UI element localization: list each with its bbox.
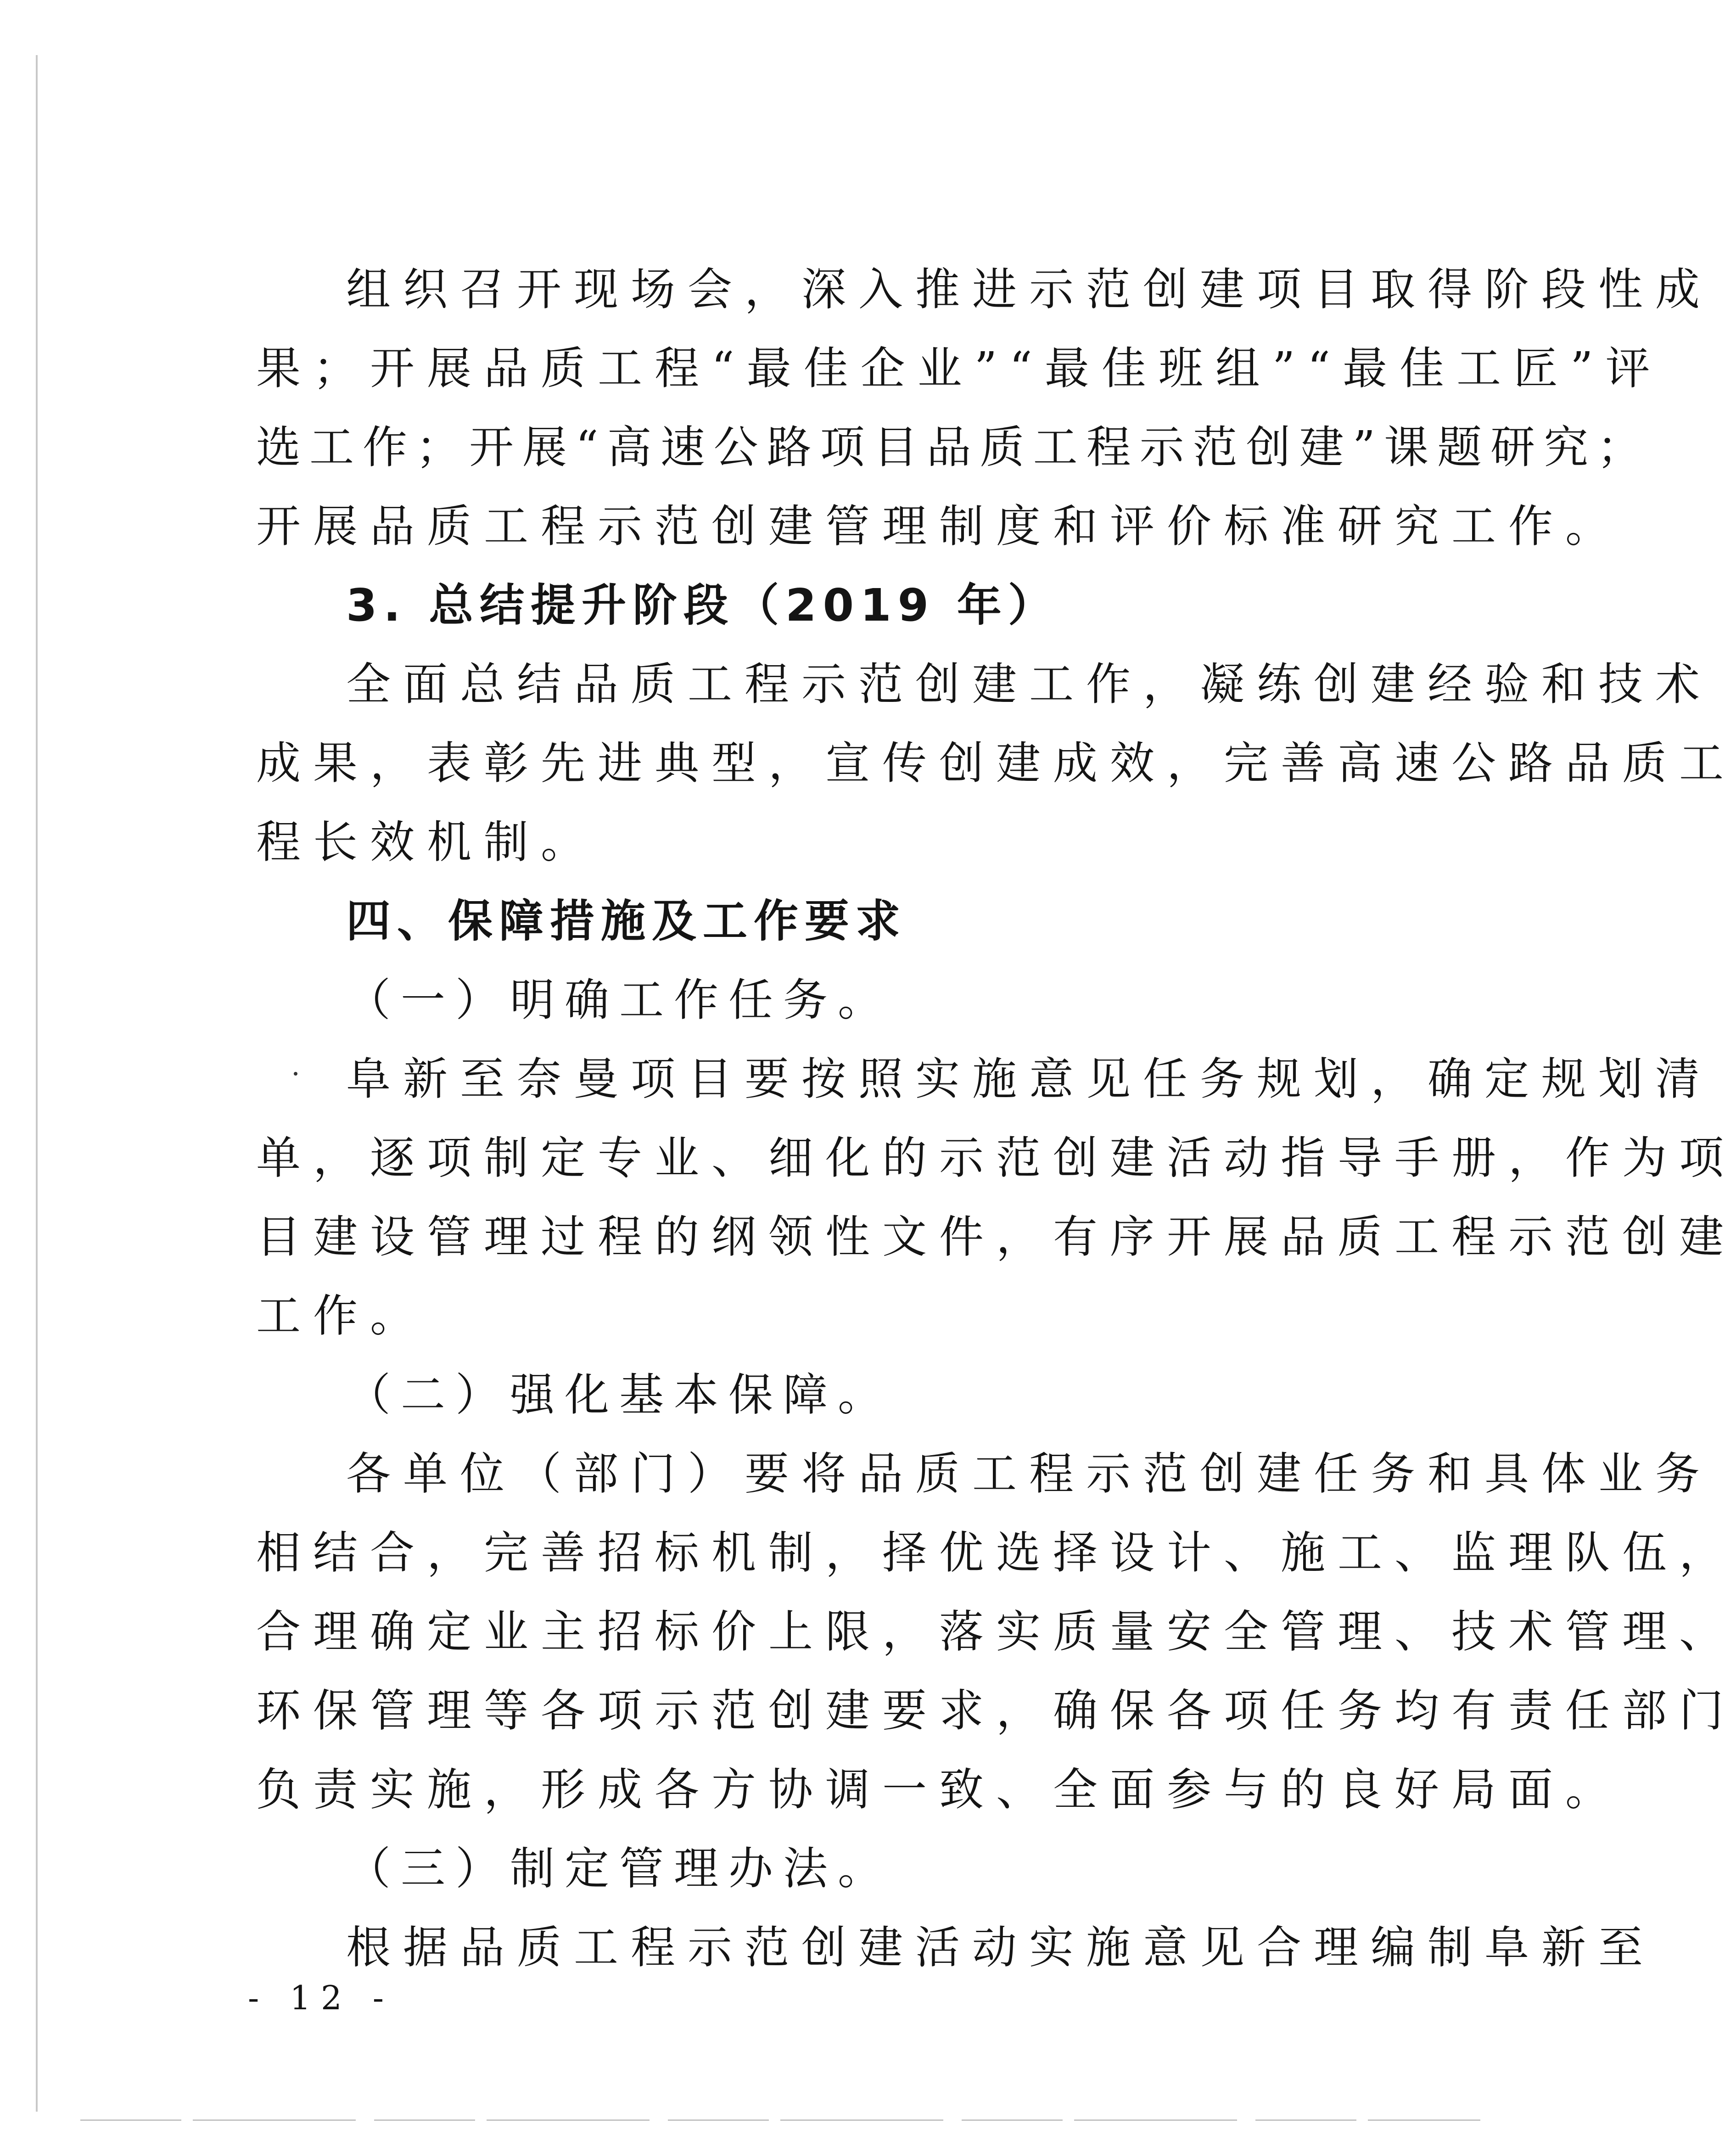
subsection-heading: （一）明确工作任务。 xyxy=(346,974,892,1026)
paragraph-line: 选工作；开展“高速公路项目品质工程示范创建”课题研究； xyxy=(256,421,1651,473)
scan-bottom-edge xyxy=(80,2119,1480,2121)
paragraph-line: 工作。 xyxy=(256,1290,427,1342)
page-number: - 12 - xyxy=(248,1979,394,2017)
subsection-heading: （二）强化基本保障。 xyxy=(346,1369,892,1421)
paragraph-line: 环保管理等各项示范创建要求，确保各项任务均有责任部门 xyxy=(256,1685,1736,1737)
paragraph-line: 开展品质工程示范创建管理制度和评价标准研究工作。 xyxy=(256,500,1622,552)
scan-left-edge xyxy=(36,55,38,2112)
paragraph-line: 果；开展品质工程“最佳企业”“最佳班组”“最佳工匠”评 xyxy=(256,342,1663,394)
paragraph-line: 程长效机制。 xyxy=(256,816,598,868)
paragraph-line: 全面总结品质工程示范创建工作，凝练创建经验和技术 xyxy=(346,658,1712,710)
paragraph-line: 组织召开现场会，深入推进示范创建项目取得阶段性成 xyxy=(346,263,1712,315)
section-heading: 3. 总结提升阶段（2019 年） xyxy=(346,579,1059,631)
subsection-heading: （三）制定管理办法。 xyxy=(346,1843,892,1895)
paragraph-line: 阜新至奈曼项目要按照实施意见任务规划，确定规划清 xyxy=(346,1053,1712,1105)
paragraph-line: 相结合，完善招标机制，择优选择设计、施工、监理队伍， xyxy=(256,1527,1736,1579)
paragraph-line: 目建设管理过程的纲领性文件，有序开展品质工程示范创建 xyxy=(256,1211,1736,1263)
chapter-heading: 四、保障措施及工作要求 xyxy=(346,895,907,947)
paragraph-line: 单，逐项制定专业、细化的示范创建活动指导手册，作为项 xyxy=(256,1132,1736,1184)
paragraph-line: 合理确定业主招标价上限，落实质量安全管理、技术管理、 xyxy=(256,1606,1736,1658)
paragraph-line: 成果，表彰先进典型，宣传创建成效，完善高速公路品质工 xyxy=(256,737,1736,789)
paragraph-line: 根据品质工程示范创建活动实施意见合理编制阜新至 xyxy=(346,1922,1655,1973)
paragraph-line: 负责实施，形成各方协调一致、全面参与的良好局面。 xyxy=(256,1764,1622,1816)
document-body xyxy=(256,250,1736,1987)
paragraph-line: 各单位（部门）要将品质工程示范创建任务和具体业务 xyxy=(346,1448,1712,1500)
